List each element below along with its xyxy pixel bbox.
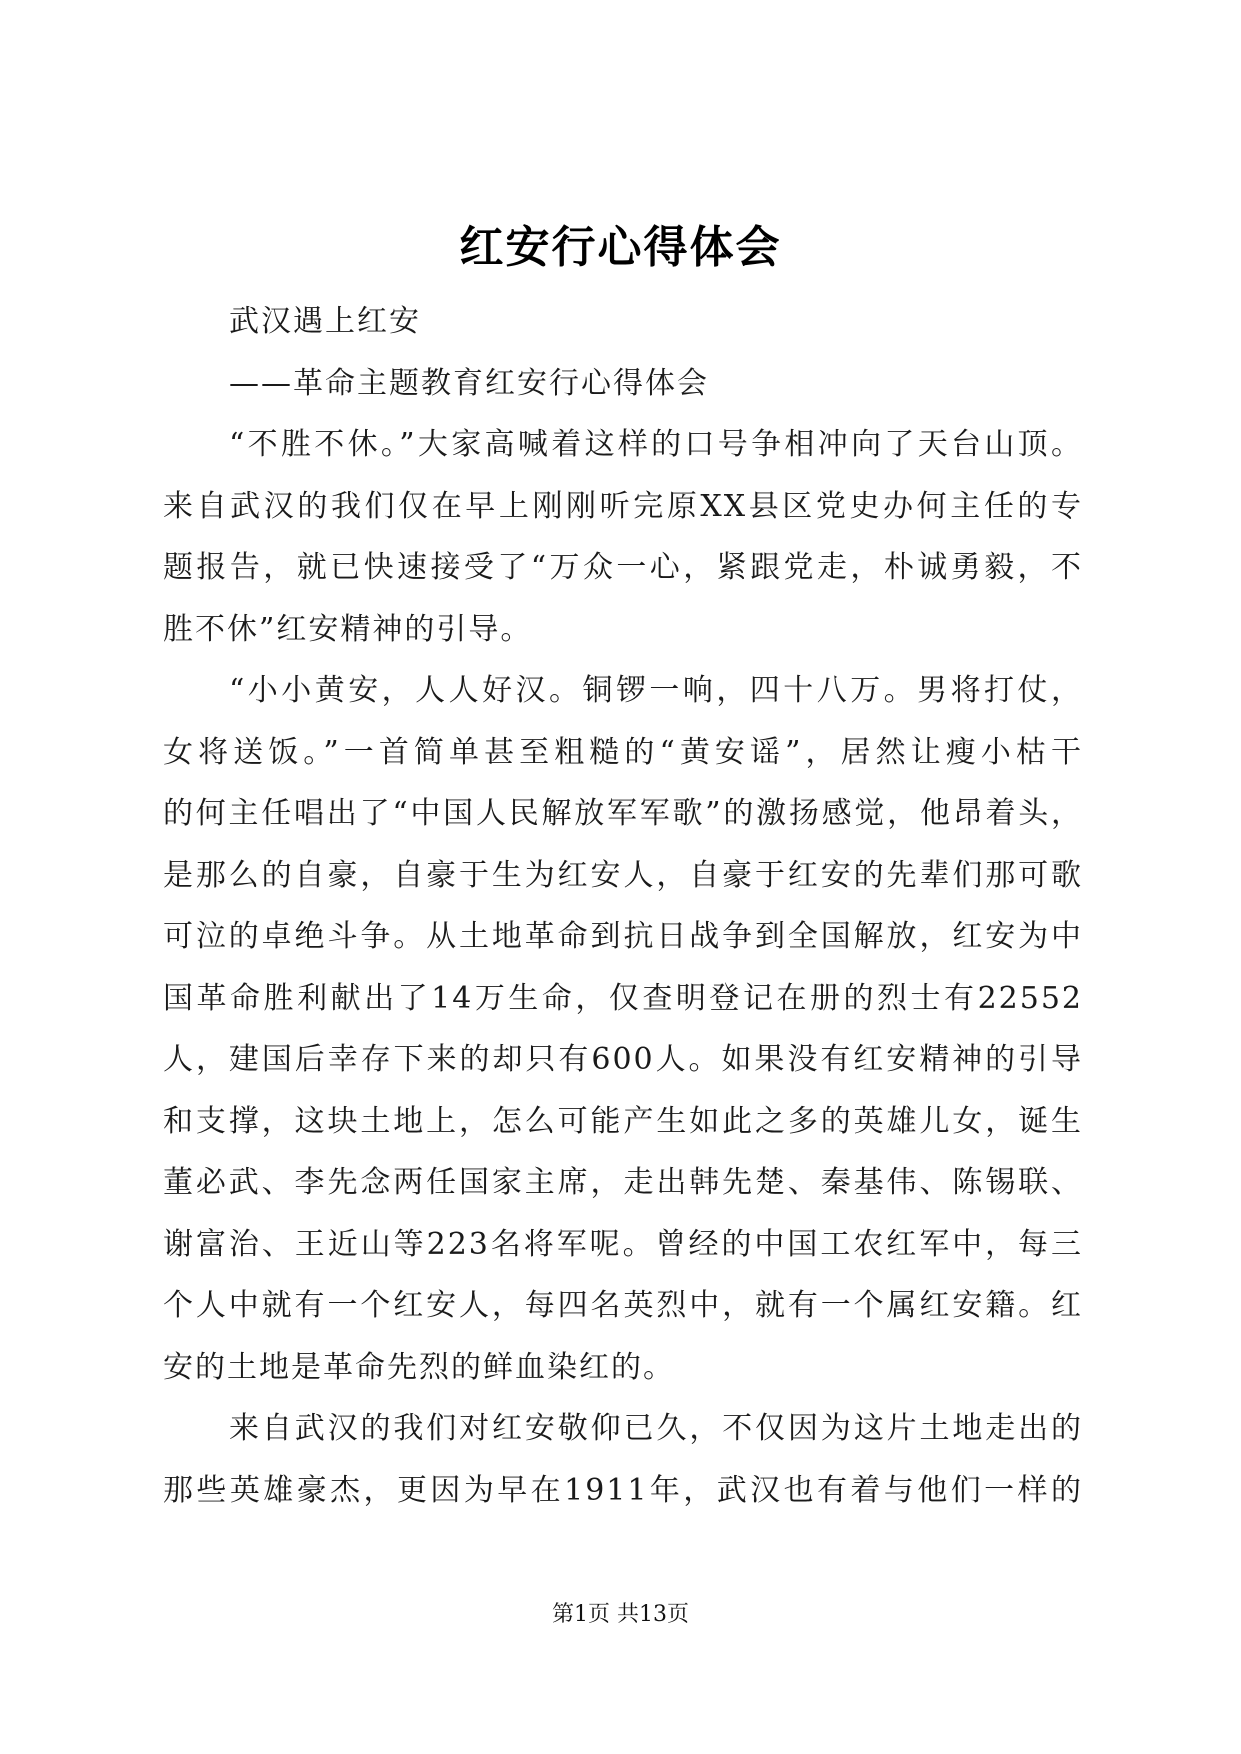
document-body [163,291,1083,1521]
paragraph-line: 个人中就有一个红安人，每四名英烈中，就有一个属红安籍。红 [163,1288,1083,1323]
subtitle-line: 武汉遇上红安 [229,304,421,339]
paragraph-line: 胜不休”红安精神的引导。 [163,611,533,647]
paragraph-line: 来自武汉的我们对红安敬仰已久，不仅因为这片土地走出的 [229,1411,1083,1446]
paragraph-line: 安的土地是革命先烈的鲜血染红的。 [163,1349,675,1385]
paragraph-line: “小小黄安，人人好汉。铜锣一响，四十八万。男将打仗， [229,673,1083,708]
subtitle-line: ——革命主题教育红安行心得体会 [229,365,709,401]
paragraph-line: 是那么的自豪，自豪于生为红安人，自豪于红安的先辈们那可歌 [163,857,1083,893]
paragraph-line: 来自武汉的我们仅在早上刚刚听完原XX县区党史办何主任的专 [163,488,1083,524]
paragraph-line: 董必武、李先念两任国家主席，走出韩先楚、秦基伟、陈锡联、 [163,1165,1083,1200]
paragraph-line: 国革命胜利献出了14万生命，仅查明登记在册的烈士有22552 [163,980,1083,1016]
document-title: 红安行心得体会 [459,222,782,273]
page-number-footer: 第1页 共13页 [552,1602,689,1627]
paragraph-line: “不胜不休。”大家高喊着这样的口号争相冲向了天台山顶。 [229,427,1083,462]
paragraph-line: 人，建国后幸存下来的却只有600人。如果没有红安精神的引导 [163,1042,1083,1077]
paragraph-line: 女将送饭。”一首简单甚至粗糙的“黄安谣”，居然让瘦小枯干 [163,734,1083,770]
paragraph-line: 和支撑，这块土地上，怎么可能产生如此之多的英雄儿女，诞生 [163,1103,1083,1139]
paragraph-line: 谢富治、王近山等223名将军呢。曾经的中国工农红军中，每三 [163,1226,1083,1262]
paragraph-line: 可泣的卓绝斗争。从土地革命到抗日战争到全国解放，红安为中 [163,919,1083,954]
paragraph-line: 的何主任唱出了“中国人民解放军军歌”的激扬感觉，他昂着头， [163,796,1083,831]
paragraph-line: 题报告，就已快速接受了“万众一心，紧跟党走，朴诚勇毅，不 [163,550,1083,585]
paragraph-line: 那些英雄豪杰，更因为早在1911年，武汉也有着与他们一样的 [163,1472,1083,1508]
